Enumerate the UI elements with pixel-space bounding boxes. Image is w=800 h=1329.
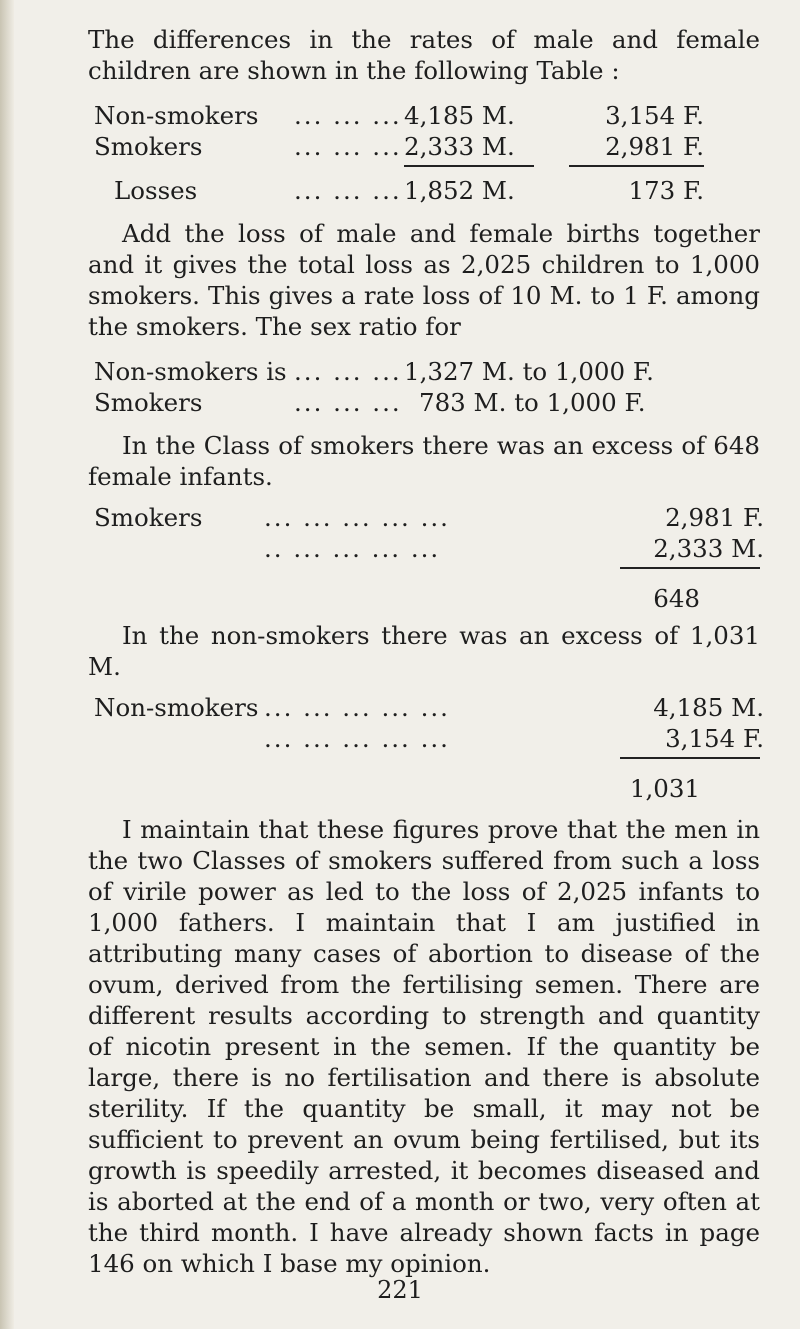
leader-dots: ... ... ... ... ...	[264, 724, 450, 753]
sum-rule	[620, 757, 760, 759]
female-value: 2,981 F.	[605, 132, 704, 161]
losses-row	[94, 175, 760, 206]
row-label: Non-smokers is	[94, 357, 287, 386]
row-label: Smokers	[94, 132, 203, 161]
paragraph-conclusion: I maintain that these figures prove that the men in the two Classes of smokers suffered from such a loss of virile power as led to the loss of 2,025 infants to 1,000 fathers. I maintain that I am justified in attributing many cases of abortion to disease of the ovum, derived from the fertilising semen. There are different results according to strength and quantity of nicotin present in the semen. If the quantity be large, there is no fertilisation and there is absolute sterility. If the quantity be small, it may not be sufficient to prevent an ovum being fertilised, but its growth is speedily arrested, it becomes diseased and is aborted at the end of a month or two, very often at the third month. I have already shown facts in page 146 on which I base my opinion.	[88, 815, 760, 1278]
leader-dots: .. ... ... ... ...	[264, 534, 441, 563]
leader-dots: ... ... ...	[294, 176, 402, 205]
leader-dots: ... ... ...	[294, 357, 402, 386]
leader-dots: ... ... ...	[294, 132, 402, 161]
row-label: Smokers	[94, 388, 203, 417]
leader-dots: ... ... ...	[294, 388, 402, 417]
row-label: Losses	[114, 176, 198, 205]
table-row	[94, 533, 764, 564]
value: 4,185 M.	[653, 693, 764, 722]
female-value: 173 F.	[628, 176, 704, 205]
table-row	[94, 723, 764, 754]
paragraph-smokers-excess: In the Class of smokers there was an excess of 648 female infants.	[88, 431, 760, 491]
page-edge-shadow	[0, 0, 14, 1329]
table-sex-ratio	[88, 356, 760, 418]
table-nonsmokers-difference	[88, 692, 764, 804]
male-value: 2,333 M.	[404, 132, 515, 161]
page-number: 221	[377, 1276, 423, 1304]
ratio-value: 1,327 M. to 1,000 F.	[404, 357, 654, 386]
difference-total: 648	[653, 584, 700, 613]
intro-paragraph: The differences in the rates of male and female children are shown in the following Table :	[88, 25, 760, 85]
table-row	[94, 692, 764, 723]
female-value: 3,154 F.	[605, 101, 704, 130]
value: 2,333 M.	[653, 534, 764, 563]
table-row	[94, 131, 760, 162]
table-row	[94, 502, 764, 533]
value: 3,154 F.	[665, 724, 764, 753]
leader-dots: ... ... ...	[294, 101, 402, 130]
ratio-value: 783 M. to 1,000 F.	[419, 388, 646, 417]
table-row	[94, 387, 760, 418]
male-value: 1,852 M.	[404, 176, 515, 205]
difference-total: 1,031	[629, 774, 700, 803]
sum-rule	[94, 165, 760, 167]
paragraph-total-loss: Add the loss of male and female births together and it gives the total loss as 2,025 children to 1,000 smokers. This gives a rate loss of 10 M. to 1 F. among the smokers. The sex ratio for	[88, 219, 760, 341]
sum-rule	[620, 567, 760, 569]
table-row	[94, 100, 760, 131]
row-label: Smokers	[94, 503, 203, 532]
table-smokers-difference	[88, 502, 764, 614]
row-label: Non-smokers	[94, 101, 259, 130]
table-male-female-rates	[88, 100, 760, 206]
value: 2,981 F.	[665, 503, 764, 532]
table-row	[94, 356, 760, 387]
paragraph-nonsmokers-excess: In the non-smokers there was an excess of 1,031 M.	[88, 621, 760, 681]
male-value: 4,185 M.	[404, 101, 515, 130]
row-label: Non-smokers	[94, 693, 259, 722]
leader-dots: ... ... ... ... ...	[264, 693, 450, 722]
page-body	[88, 24, 764, 1279]
leader-dots: ... ... ... ... ...	[264, 503, 450, 532]
